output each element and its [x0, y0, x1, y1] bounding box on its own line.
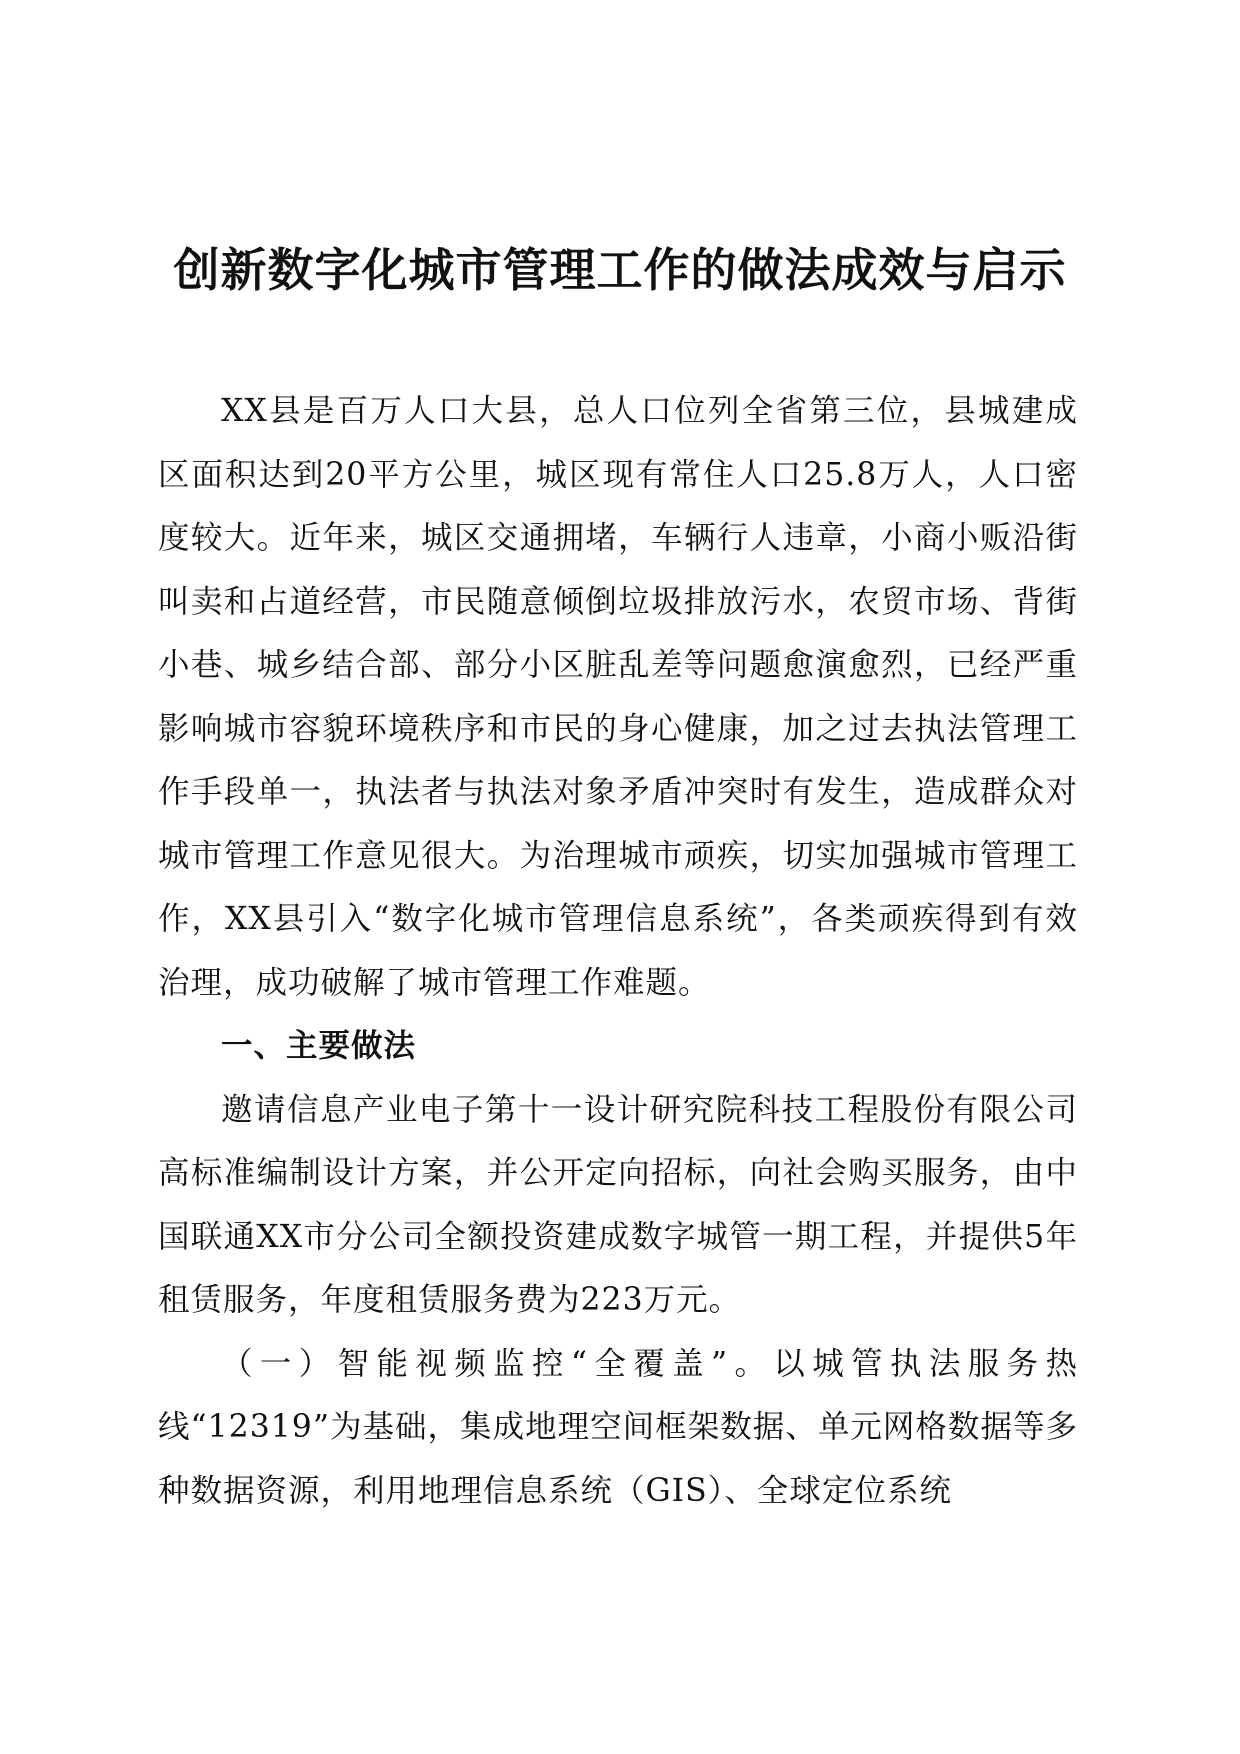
section-paragraph-practices: 邀请信息产业电子第十一设计研究院科技工程股份有限公司高标准编制设计方案，并公开定向招标，向社会购买服务，由中国联通XX市分公司全额投资建成数字城管一期工程，并提供5年租赁服务，年度租赁服务费为223万元。 — [158, 1091, 1078, 1318]
document-body — [158, 380, 1078, 1523]
section-heading-main-practices: 一、主要做法 — [221, 1028, 417, 1064]
subsection-paragraph-video-monitoring: （一）智能视频监控“全覆盖”。以城管执法服务热线“12319”为基础，集成地理空间框架数据、单元网格数据等多种数据资源，利用地理信息系统（GIS）、全球定位系统 — [158, 1345, 1078, 1509]
intro-paragraph: XX县是百万人口大县，总人口位列全省第三位，县城建成区面积达到20平方公里，城区现有常住人口25.8万人，人口密度较大。近年来，城区交通拥堵，车辆行人违章，小商小贩沿街叫卖和占道经营，市民随意倾倒垃圾排放污水，农贸市场、背街小巷、城乡结合部、部分小区脏乱差等问题愈演愈烈，已经严重影响城市容貌环境秩序和市民的身心健康，加之过去执法管理工作手段单一，执法者与执法对象矛盾冲突时有发生，造成群众对城市管理工作意见很大。为治理城市顽疾，切实加强城市管理工作，XX县引入“数字化城市管理信息系统”，各类顽疾得到有效治理，成功破解了城市管理工作难题。 — [158, 393, 1078, 1001]
document-title: 创新数字化城市管理工作的做法成效与启示 — [173, 243, 1067, 297]
